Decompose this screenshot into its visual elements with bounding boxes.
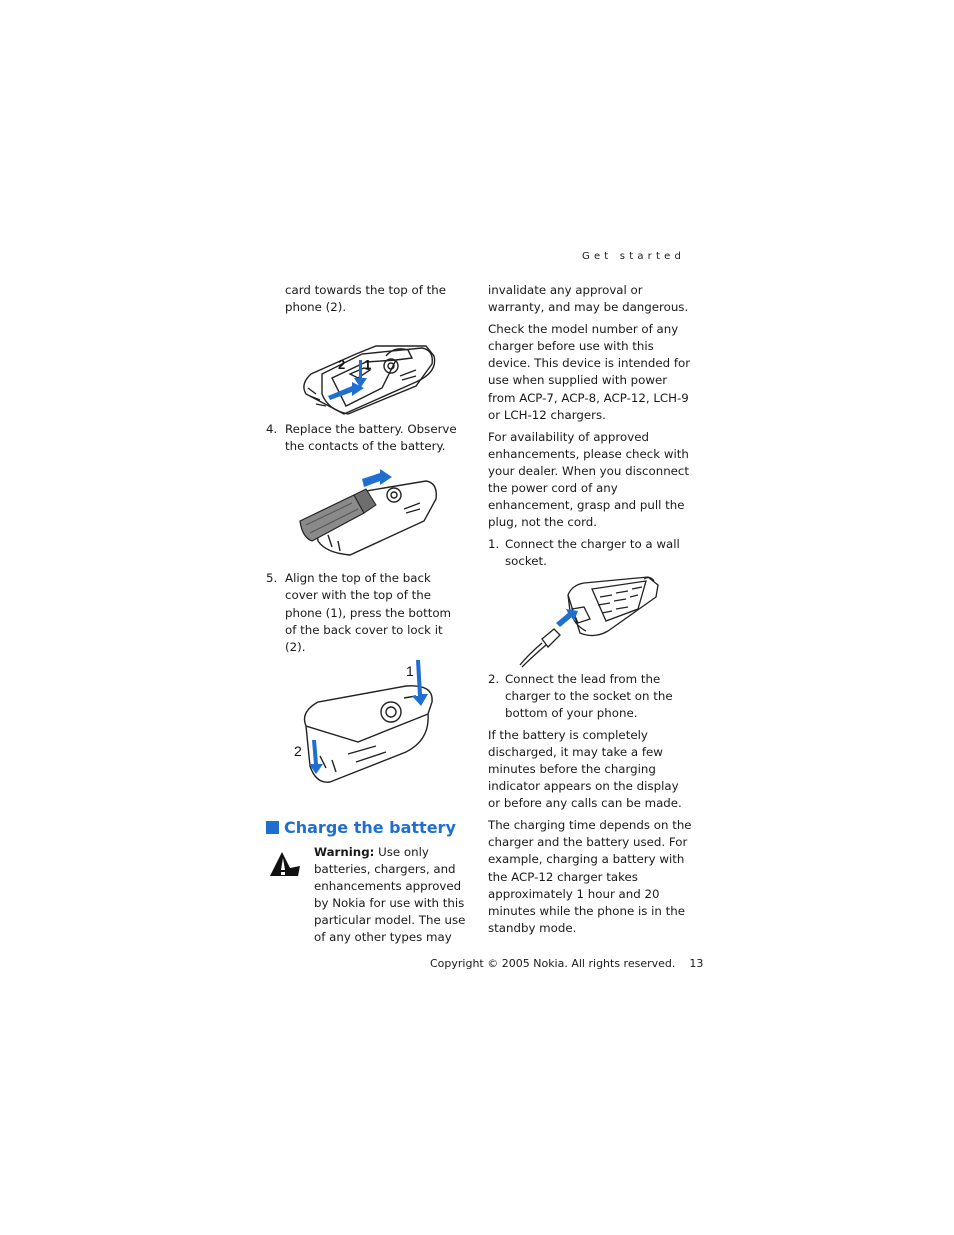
figure-label: 1 [406,662,414,679]
section-heading [266,818,466,837]
page-footer [430,957,704,970]
step-text: Align the top of the back cover with the top of the phone (1), press the bottom of the back cover to lock it (2). [285,571,452,654]
step-text: Connect the lead from the charger to the socket on the bottom of your phone. [505,671,673,720]
warning-block [314,844,470,947]
paragraph: invalidate any approval or warranty, and may be dangerous. [488,283,689,315]
figure-label: 2 [294,742,302,759]
step-1 [488,536,693,570]
battery-insert-illustration [266,316,466,416]
paragraph: The charging time depends on the charger and the battery used. For example, charging a battery with the ACP-12 charger takes approximately 1 hour and 20 minutes while the phone is in the standby mode. [488,818,692,935]
heading-square-icon [266,821,279,834]
step-number: 4. [266,422,278,437]
step-number: 5. [266,571,278,586]
running-header: Get started [582,251,685,262]
paragraph: Check the model number of any charger before use with this device. This device is intended for use when supplied with power from ACP-7, ACP-8, ACP-12, LCH-9 or LCH-12 chargers. [488,322,691,422]
figure-label: 1 [364,357,372,373]
back-cover-illustration [266,656,466,796]
battery-replace-illustration [266,455,466,565]
left-column [266,282,466,796]
right-column [488,282,693,937]
step-4 [266,421,466,455]
step-2 [488,671,693,722]
step-text: Replace the battery. Observe the contacts of the battery. [285,422,457,454]
section-heading-text: Charge the battery [284,818,456,837]
step-number: 2. [488,671,500,686]
paragraph: For availability of approved enhancements, please check with your dealer. When you disconnect the power cord of any enhancement, grasp and pull the plug, not the cord. [488,429,690,530]
warning-label: Warning: [314,845,375,859]
warning-icon [268,850,302,878]
intro-text: card towards the top of the phone (2). [285,283,447,315]
paragraph: If the battery is completely discharged, it may take a few minutes before the charging indicator appears on the display or before any calls can be made. [488,727,682,811]
figure-label: 2 [338,357,346,373]
page-number: 13 [689,957,704,970]
step-number: 1. [488,537,500,552]
step-5 [266,570,466,655]
warning-text: Use only batteries, chargers, and enhancements approved by Nokia for use with this particular model. The use of any other types may [314,845,466,945]
copyright-text: Copyright © 2005 Nokia. All rights reserved. [430,957,676,970]
charger-connection-illustration [488,571,688,671]
step-text: Connect the charger to a wall socket. [505,537,680,569]
